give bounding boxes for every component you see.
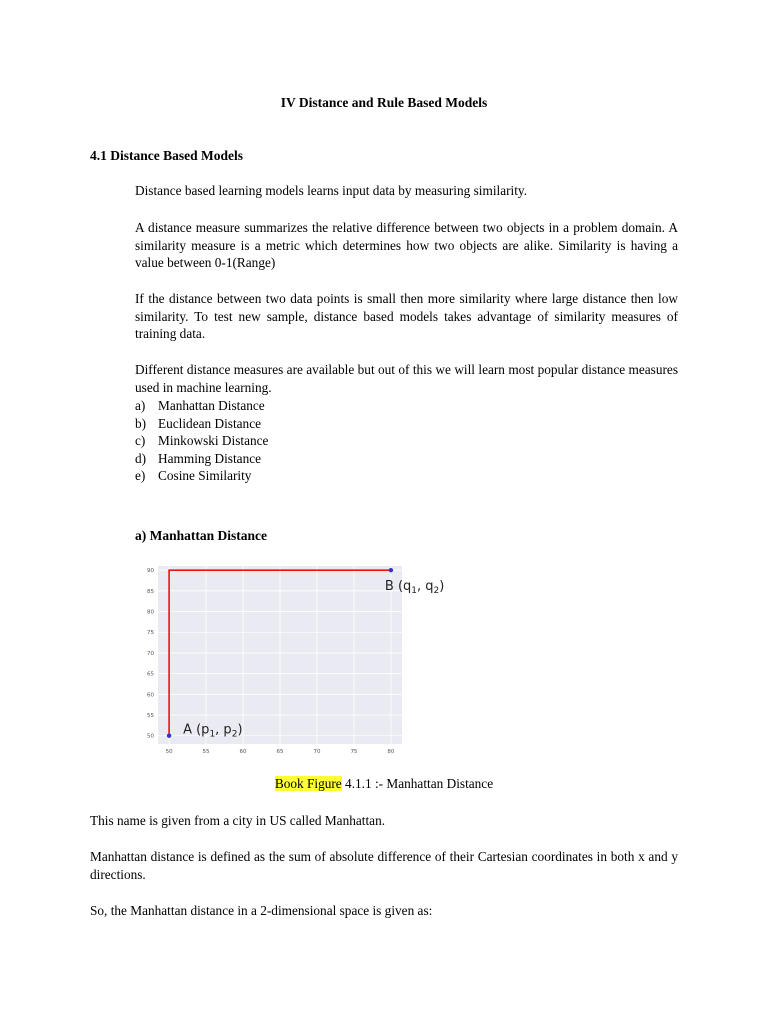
list-item-text: Cosine Similarity	[158, 468, 252, 484]
list-marker: a)	[135, 398, 146, 413]
caption-text: 4.1.1 :- Manhattan Distance	[341, 776, 494, 791]
list-item-text: Manhattan Distance	[158, 398, 265, 413]
y-tick-label: 80	[147, 609, 154, 616]
paragraph-text: Different distance measures are available but out of this we will learn most popular distance measures used in machine learning.	[135, 362, 678, 395]
y-tick-label: 70	[147, 650, 154, 657]
paragraph-definition: Manhattan distance is defined as the sum of absolute difference of their Cartesian coordinates in both x and y directions.	[90, 849, 678, 882]
list-marker: c)	[135, 433, 146, 449]
y-tick-label: 75	[147, 630, 154, 637]
manhattan-distance-chart	[140, 560, 450, 758]
paragraph-city: This name is given from a city in US called Manhattan.	[90, 813, 386, 828]
y-tick-label: 85	[147, 588, 154, 595]
y-tick-label: 50	[147, 733, 154, 740]
figure-caption	[0, 776, 768, 792]
x-tick-label: 70	[313, 749, 321, 755]
section-heading: 4.1 Distance Based Models	[90, 148, 243, 163]
page-title: IV Distance and Rule Based Models	[280, 95, 488, 110]
subsection-heading: a) Manhattan Distance	[135, 528, 267, 543]
paragraph-distance-measure	[135, 219, 678, 272]
x-tick-label: 75	[350, 749, 358, 755]
y-tick-label: 65	[147, 671, 154, 678]
paragraph-formula-intro: So, the Manhattan distance in a 2-dimensional space is given as:	[90, 903, 433, 918]
paragraph-measures	[135, 361, 678, 396]
list-item	[135, 450, 678, 468]
list-item-text: Hamming Distance	[158, 450, 262, 466]
paragraph-text: Distance based learning models learns input data by measuring similarity.	[135, 183, 528, 198]
y-tick-label: 90	[147, 568, 154, 575]
x-tick-label: 50	[165, 749, 173, 755]
x-tick-label: 55	[202, 749, 210, 755]
y-tick-label: 55	[147, 713, 154, 720]
list-item-text: Euclidean Distance	[158, 415, 262, 431]
list-item	[135, 467, 678, 485]
paragraph-text: If the distance between two data points is small then more similarity where large distance then low similarity. To test new sample, distance based models takes advantage of similarity measures of training data.	[135, 291, 678, 342]
list-marker: d)	[135, 450, 147, 466]
list-marker: b)	[135, 415, 147, 431]
list-item	[135, 415, 678, 433]
x-tick-label: 65	[276, 749, 284, 755]
point-label-a: A ($p_1$, $p_2$)	[183, 722, 243, 740]
paragraph-intro	[135, 182, 678, 200]
list-item	[135, 397, 678, 415]
list-item-text: Minkowski Distance	[158, 433, 269, 449]
distance-measures-list	[135, 397, 678, 485]
x-tick-label: 60	[239, 749, 247, 755]
point-b	[389, 568, 393, 572]
point-label-b: B ($q_1$, $q_2$)	[384, 579, 445, 597]
list-item	[135, 432, 678, 450]
list-marker: e)	[135, 468, 146, 484]
y-tick-label: 60	[147, 692, 154, 699]
caption-highlight: Book Figure	[274, 776, 342, 791]
x-tick-label: 80	[387, 749, 395, 755]
paragraph-similarity	[135, 290, 678, 343]
paragraph-text: A distance measure summarizes the relative difference between two objects in a problem domain. A similarity measure is a metric which determines how two objects are alike. Similarity is having a value between 0-1(Range)	[135, 220, 678, 271]
point-a	[167, 734, 171, 738]
